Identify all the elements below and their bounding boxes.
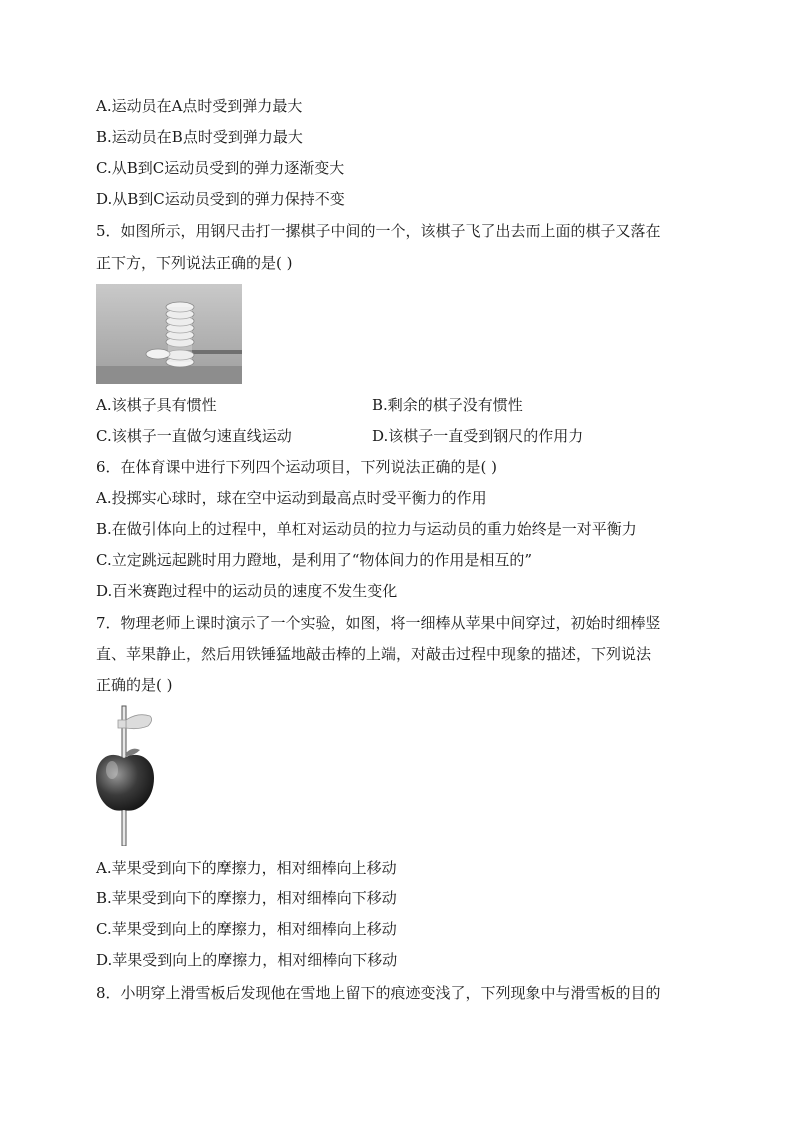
q6-option-c: C.立定跳远起跳时用力蹬地，是利用了“物体间力的作用是相互的”	[96, 551, 533, 569]
q5-option-d: D.该棋子一直受到钢尺的作用力	[372, 427, 584, 445]
q6-stem: 6．在体育课中进行下列四个运动项目，下列说法正确的是( )	[96, 458, 498, 476]
q5-option-a: A.该棋子具有惯性	[96, 396, 217, 414]
q6-option-a: A.投掷实心球时，球在空中运动到最高点时受平衡力的作用	[96, 489, 487, 507]
q6-option-d: D.百米赛跑过程中的运动员的速度不发生变化	[96, 582, 398, 600]
chess-stack-image	[96, 284, 242, 384]
q4-option-c: C.从B到C运动员受到的弹力逐渐变大	[96, 159, 345, 177]
q8-stem-line1: 8．小明穿上滑雪板后发现他在雪地上留下的痕迹变浅了，下列现象中与滑雪板的目的	[96, 984, 661, 1002]
chess-stack-figure	[96, 284, 242, 384]
q6-option-b: B.在做引体向上的过程中，单杠对运动员的拉力与运动员的重力始终是一对平衡力	[96, 520, 637, 538]
apple-rod-figure	[92, 704, 162, 846]
q5-stem-line2: 正下方，下列说法正确的是( )	[96, 254, 293, 272]
q7-stem-line2: 直、苹果静止，然后用铁锤猛地敲击棒的上端，对敲击过程中现象的描述，下列说法	[96, 645, 652, 663]
q7-option-a: A.苹果受到向下的摩擦力，相对细棒向上移动	[96, 859, 397, 877]
q5-option-b: B.剩余的棋子没有惯性	[372, 396, 523, 414]
q7-option-d: D.苹果受到向上的摩擦力，相对细棒向下移动	[96, 951, 398, 969]
q7-stem-line3: 正确的是( )	[96, 676, 173, 694]
q4-option-b: B.运动员在B点时受到弹力最大	[96, 128, 303, 146]
q5-option-c: C.该棋子一直做匀速直线运动	[96, 427, 292, 445]
q4-option-d: D.从B到C运动员受到的弹力保持不变	[96, 190, 345, 208]
q7-option-c: C.苹果受到向上的摩擦力，相对细棒向上移动	[96, 920, 397, 938]
q7-stem-line1: 7．物理老师上课时演示了一个实验，如图，将一细棒从苹果中间穿过，初始时细棒竖	[96, 614, 661, 632]
apple-rod-image	[92, 704, 162, 846]
q7-option-b: B.苹果受到向下的摩擦力，相对细棒向下移动	[96, 889, 397, 907]
q5-stem-line1: 5．如图所示，用钢尺击打一摞棋子中间的一个，该棋子飞了出去而上面的棋子又落在	[96, 222, 661, 240]
q4-option-a: A.运动员在A点时受到弹力最大	[96, 97, 303, 115]
